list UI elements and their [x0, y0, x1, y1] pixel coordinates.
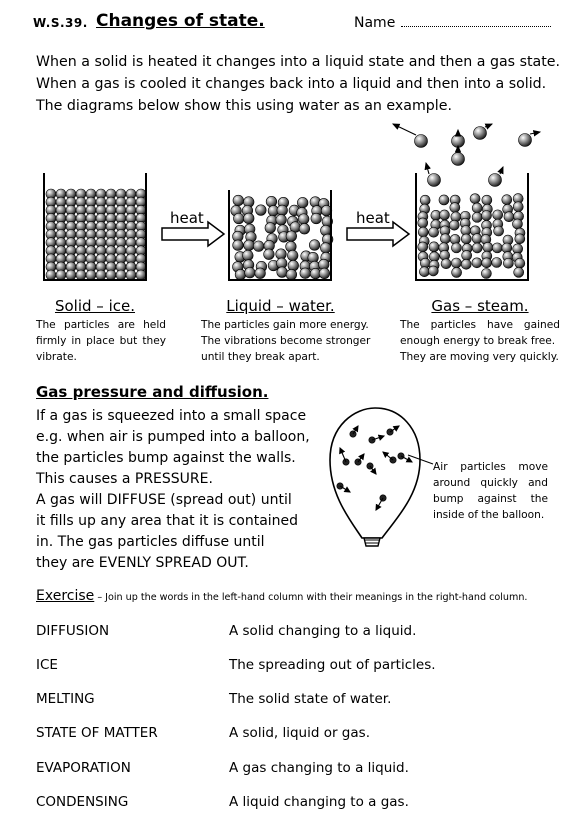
particle — [462, 250, 472, 260]
particle — [311, 213, 322, 224]
particle — [502, 195, 512, 205]
caption-line: firmly in place but they — [36, 335, 166, 347]
states-diagram — [0, 110, 565, 295]
particle — [452, 267, 462, 277]
particle — [461, 234, 471, 244]
particle — [418, 227, 428, 237]
liquid-particles — [231, 195, 333, 280]
particle — [439, 210, 449, 220]
particle — [264, 249, 275, 260]
particle — [515, 258, 525, 268]
particle — [297, 197, 308, 208]
particle — [512, 219, 522, 229]
particle — [474, 127, 487, 140]
particle — [415, 135, 428, 148]
motion-arrow — [426, 163, 429, 174]
particle — [233, 213, 244, 224]
exercise-meaning[interactable]: The solid state of water. — [229, 691, 392, 707]
particle — [253, 241, 264, 252]
particle — [472, 203, 482, 213]
particle — [277, 205, 288, 216]
particle — [449, 220, 459, 230]
heat-label-2: heat — [356, 209, 390, 227]
particle — [420, 195, 430, 205]
note-line: Air particles move — [433, 461, 548, 473]
liquid-label: Liquid – water. — [226, 297, 335, 315]
particle — [319, 268, 330, 279]
motion-arrow — [500, 167, 503, 174]
particle — [483, 242, 493, 252]
particle — [514, 267, 524, 277]
liquid-caption — [201, 317, 379, 365]
caption-line: enough energy to break free. — [400, 335, 556, 347]
exercise-word[interactable]: CONDENSING — [36, 794, 129, 810]
gas-line: A gas will DIFFUSE (spread out) until — [36, 492, 292, 508]
caption-line: The particles have gained — [400, 319, 560, 331]
particle — [451, 243, 461, 253]
exercise-label: Exercise — [36, 588, 95, 604]
particle — [277, 267, 288, 278]
particle — [66, 270, 76, 280]
exercise-word[interactable]: ICE — [36, 657, 58, 673]
particle — [96, 270, 106, 280]
particle — [472, 234, 482, 244]
particle — [428, 266, 438, 276]
particle — [513, 202, 523, 212]
exercise-instruction: – Join up the words in the left-hand column with their meanings in the right-hand column. — [94, 592, 528, 603]
particle — [265, 223, 276, 234]
exercise-meaning[interactable]: A gas changing to a liquid. — [229, 760, 409, 776]
particle — [288, 260, 299, 271]
particle — [300, 268, 311, 279]
particle — [126, 270, 136, 280]
gas-line: e.g. when air is pumped into a balloon, — [36, 429, 310, 445]
motion-arrow — [393, 124, 416, 135]
particle — [245, 267, 256, 278]
note-line: bump against the — [433, 493, 548, 505]
particle — [450, 203, 460, 213]
particle — [255, 268, 266, 279]
particle — [286, 231, 297, 242]
particle — [470, 194, 480, 204]
motion-arrow — [485, 124, 492, 127]
caption-line: until they break apart. — [201, 351, 320, 363]
worksheet-ref: W.S.39. — [33, 16, 88, 30]
particle — [503, 258, 513, 268]
particle — [494, 226, 504, 236]
gas-paragraph — [36, 406, 310, 574]
solid-particles — [46, 189, 146, 280]
particle — [244, 240, 255, 251]
caption-line: The particles gain more energy. — [201, 319, 369, 331]
particle — [482, 195, 492, 205]
note-line: inside of the balloon. — [433, 509, 545, 521]
heat-label-1: heat — [170, 209, 204, 227]
intro-line: The diagrams below show this using water as an example. — [36, 98, 452, 114]
particle — [418, 218, 428, 228]
particle — [482, 211, 492, 221]
particle — [493, 210, 503, 220]
balloon-neck — [364, 538, 380, 546]
particle — [481, 268, 491, 278]
gas-line: it fills up any area that it is contained — [36, 513, 299, 529]
caption-line: The particles are held — [36, 319, 166, 331]
caption-line: vibrate. — [36, 351, 77, 363]
particle — [287, 250, 298, 261]
intro-line: When a solid is heated it changes into a liquid state and then a gas state. — [36, 54, 561, 70]
particle — [243, 250, 254, 261]
particle — [504, 212, 514, 222]
particle — [56, 270, 66, 280]
particle — [86, 270, 96, 280]
balloon-note — [433, 459, 548, 523]
exercise-word[interactable]: MELTING — [36, 691, 95, 707]
particle — [298, 214, 309, 225]
gas-line: This causes a PRESSURE. — [36, 471, 213, 487]
name-dotted-line — [401, 14, 551, 27]
particle — [472, 243, 482, 253]
particle — [276, 214, 287, 225]
particle — [440, 234, 450, 244]
gas-line: If a gas is squeezed into a small space — [36, 408, 307, 424]
motion-arrow — [530, 132, 540, 134]
particle — [235, 269, 246, 280]
particle — [136, 270, 146, 280]
particle — [429, 242, 439, 252]
particle — [482, 258, 492, 268]
particle — [46, 270, 56, 280]
particle — [452, 135, 465, 148]
note-line: around quickly and — [433, 477, 548, 489]
particle — [461, 259, 471, 269]
particle — [492, 258, 502, 268]
particle — [266, 196, 277, 207]
particle — [419, 267, 429, 277]
particle — [286, 269, 297, 280]
particle — [418, 242, 428, 252]
particle — [106, 270, 116, 280]
particle — [429, 227, 439, 237]
particle — [515, 234, 525, 244]
particle — [243, 213, 254, 224]
balloon-diagram — [320, 400, 440, 560]
intro-line: When a gas is cooled it changes back into a liquid and then into a solid. — [36, 76, 547, 92]
gas-caption — [400, 317, 560, 365]
page-title: Changes of state. — [96, 11, 265, 31]
particle — [451, 258, 461, 268]
exercise-meaning[interactable]: A solid, liquid or gas. — [229, 725, 370, 741]
gas-line: in. The gas particles diffuse until — [36, 534, 265, 550]
particle — [472, 258, 482, 268]
name-label: Name — [354, 15, 396, 31]
particle — [439, 195, 449, 205]
exercise-meaning[interactable]: A liquid changing to a gas. — [229, 794, 409, 810]
gas-line: the particles bump against the walls. — [36, 450, 296, 466]
particle — [428, 174, 441, 187]
particle — [309, 240, 320, 251]
particle — [519, 134, 532, 147]
name-field[interactable] — [354, 14, 551, 31]
particle — [320, 243, 331, 254]
particle — [492, 243, 502, 253]
particle — [116, 270, 126, 280]
particle — [299, 223, 310, 234]
particle — [256, 205, 267, 216]
caption-line: They are moving very quickly. — [400, 351, 559, 363]
exercise-word[interactable]: EVAPORATION — [36, 760, 131, 776]
gas-label: Gas – steam. — [431, 297, 529, 315]
particle — [233, 195, 244, 206]
particle — [489, 174, 502, 187]
gas-line: they are EVENLY SPREAD OUT. — [36, 555, 249, 571]
particle — [452, 153, 465, 166]
section-heading: Gas pressure and diffusion. — [36, 383, 269, 401]
particle — [441, 259, 451, 269]
exercise-heading — [36, 588, 527, 604]
particle — [76, 270, 86, 280]
solid-caption — [36, 317, 166, 365]
exercise-word[interactable]: STATE OF MATTER — [36, 725, 158, 741]
particle — [233, 240, 244, 251]
solid-label: Solid – ice. — [54, 297, 135, 315]
exercise-word[interactable]: DIFFUSION — [36, 623, 110, 639]
caption-line: The vibrations become stronger — [201, 335, 371, 347]
exercise-meaning[interactable]: A solid changing to a liquid. — [229, 623, 417, 639]
exercise-meaning[interactable]: The spreading out of particles. — [229, 657, 436, 673]
particle — [472, 212, 482, 222]
intro-paragraph — [36, 51, 561, 117]
